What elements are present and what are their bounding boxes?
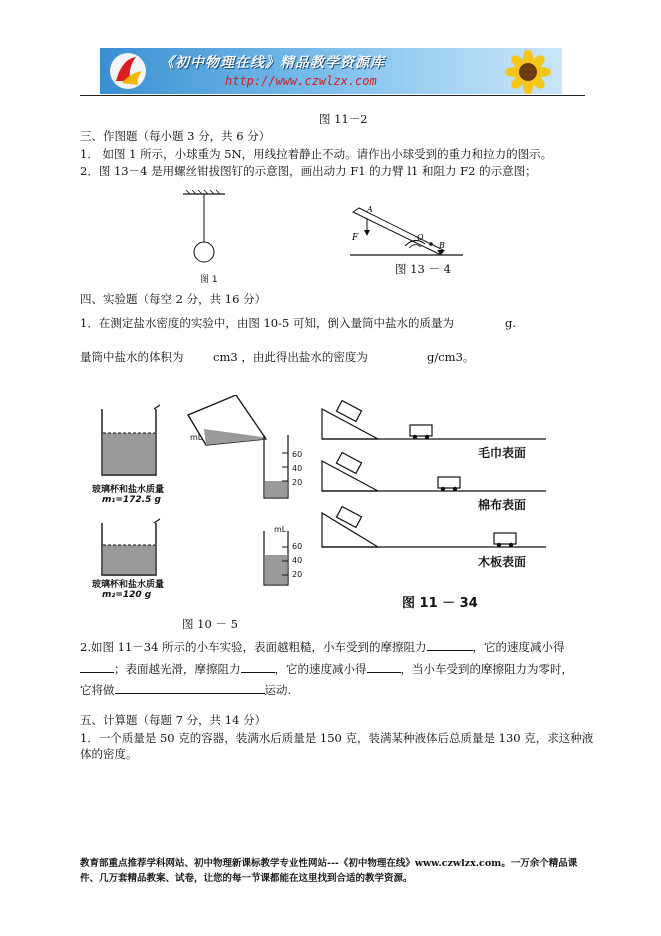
section4-q1-b-unit1: cm3 ，由此得出盐水的密度为 xyxy=(213,350,368,364)
banner-url: http://www.czwlzx.com xyxy=(225,74,377,88)
label-O: O xyxy=(417,233,424,242)
section4-q1-a: 1．在测定盐水密度的实验中，由图 10-5 可知，倒入量筒中盐水的质量为 xyxy=(80,316,454,330)
figure-1-caption: 图 1 xyxy=(200,275,218,285)
section3-q1: 1． 如图 1 所示，小球重为 5N，用线拉着静止不动。请作出小球受到的重力和拉力的图示。 xyxy=(80,147,553,161)
sunflower-image xyxy=(495,50,561,94)
surface-cotton: 棉布表面 xyxy=(478,498,527,512)
section4-q2-line1: 2.如图 11－34 所示的小车实验，表面越粗糙，小车受到的摩擦阻力 ，它的速度减小得 xyxy=(80,640,565,654)
section3-heading: 三、作图题（每小题 3 分，共 6 分） xyxy=(80,129,271,143)
figure-13-4-caption: 图 13 － 4 xyxy=(395,262,451,276)
beaker-1 xyxy=(102,405,160,475)
beaker2-mass: m₂=120 g xyxy=(102,590,152,600)
cyl2-tick-20: 20 xyxy=(292,570,303,579)
cyl2-tick-60: 60 xyxy=(292,542,303,551)
beaker1-label: 玻璃杯和盐水质量 xyxy=(92,485,165,495)
banner-title: 《初中物理在线》精品教学资源库 xyxy=(160,55,385,71)
label-A: A xyxy=(367,205,373,214)
figure-13-4-pliers xyxy=(345,200,465,260)
header-banner xyxy=(100,48,562,94)
section5-q1-line2: 体的密度。 xyxy=(80,747,138,761)
section5-heading: 五、计算题（每题 7 分，共 14 分） xyxy=(80,713,267,727)
figure-10-5-caption: 图 10 － 5 xyxy=(182,617,238,631)
cyl2-tick-40: 40 xyxy=(292,556,303,565)
footer-line2: 件、几万套精品教案、试卷，让您的每一节课都能在这里找到合适的教学资源。 xyxy=(80,873,413,884)
cyl1-tick-20: 20 xyxy=(292,478,303,487)
figure-1-pendulum xyxy=(180,190,230,280)
answer-blank-4[interactable] xyxy=(367,661,401,673)
surface-wood: 木板表面 xyxy=(478,555,527,569)
section4-q1-a-unit: g. xyxy=(505,316,517,330)
section4-q1-b: 量筒中盐水的体积为 xyxy=(80,350,184,364)
cyl1-tick-40: 40 xyxy=(292,464,303,473)
figure-11-34-caption: 图 11 － 34 xyxy=(402,596,478,611)
footer-line1: 教育部重点推荐学科网站、初中物理新课标教学专业性网站---《初中物理在线》www.czwlzx.com。一万余个精品课 xyxy=(80,858,578,869)
section4-q1-b-unit2: g/cm3。 xyxy=(427,350,475,364)
fig-11-2-caption: 图 11－2 xyxy=(319,112,368,126)
cyl1-ml: mL xyxy=(190,433,203,442)
section3-q2: 2．图 13－4 是用螺丝钳拔图钉的示意图，画出动力 F1 的力臂 l1 和阻力 F2 的示意图； xyxy=(80,164,537,178)
section4-q2-line2: ；表面越光滑，摩擦阻力 ，它的速度减小得 ，当小车受到的摩擦阻力为零时， xyxy=(80,661,573,677)
label-B: B xyxy=(439,241,445,250)
answer-blank-5[interactable] xyxy=(115,682,265,694)
section4-q2-line3: 它将做 运动. xyxy=(80,683,292,697)
surface-towel: 毛巾表面 xyxy=(478,446,527,460)
figure-11-34 xyxy=(318,395,550,555)
label-F: F xyxy=(352,233,359,243)
header-rule xyxy=(80,95,585,96)
answer-blank-3[interactable] xyxy=(241,661,275,673)
cyl2-ml: mL xyxy=(274,525,287,534)
beaker-2 xyxy=(102,519,160,575)
section4-heading: 四、实验题（每空 2 分，共 16 分） xyxy=(80,292,267,306)
cyl1-tick-60: 60 xyxy=(292,450,303,459)
ramp-towel xyxy=(322,401,546,440)
section5-q1-line1: 1．一个质量是 50 克的容器，装满水后质量是 150 克，装满某种液体后总质量是 130 克，求这种液 xyxy=(80,731,594,745)
answer-blank-1[interactable] xyxy=(427,639,473,651)
logo-icon xyxy=(108,51,148,91)
beaker2-label: 玻璃杯和盐水质量 xyxy=(92,580,165,590)
answer-blank-2[interactable] xyxy=(80,661,114,673)
beaker1-mass: m₁=172.5 g xyxy=(102,495,161,505)
cylinder-1 xyxy=(264,435,288,498)
cylinder-2 xyxy=(264,531,288,585)
